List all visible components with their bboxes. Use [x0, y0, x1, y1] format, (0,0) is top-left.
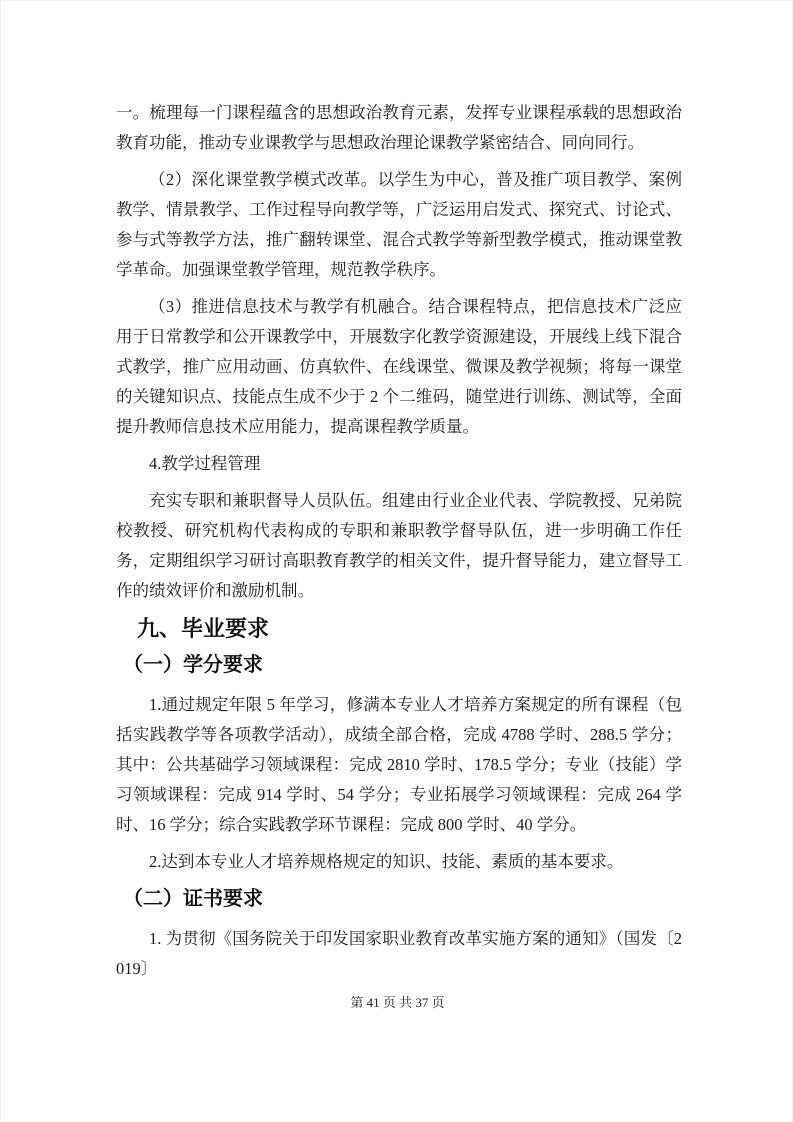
paragraph-2-classroom-teaching-reform: （2）深化课堂教学模式改革。以学生为中心，普及推广项目教学、案例教学、情景教学、工作过程导向教学等，广泛运用启发式、探究式、讨论式、参与式等教学方法，推广翻转课堂、混合式教学等新型教学模式，推动课堂教学革命。加强课堂教学管理，规范教学秩序。 [116, 170, 682, 279]
paragraph-continuation-ideological-education: 一。梳理每一门课程蕴含的思想政治教育元素，发挥专业课程承载的思想政治教育功能，推动专业课教学与思想政治理论课教学紧密结合、同向同行。 [116, 103, 682, 152]
section-heading-9-graduation-requirements: 九、毕业要求 [137, 616, 270, 641]
subsection-heading-1-credit-requirements: （一）学分要求 [123, 654, 263, 676]
document-body [116, 98, 682, 991]
paragraph-1-certificate-policy: 1. 为贯彻《国务院关于印发国家职业教育改革实施方案的通知》（国发〔2019〕 [116, 929, 682, 978]
paragraph-2-basic-quality-requirements: 2.达到本专业人才培养规格规定的知识、技能、素质的基本要求。 [149, 852, 624, 871]
subsection-heading-2-certificate-requirements: （二）证书要求 [123, 888, 263, 910]
item-4-teaching-process-management: 4.教学过程管理 [149, 454, 261, 473]
paragraph-supervision-team: 充实专职和兼职督导人员队伍。组建由行业企业代表、学院教授、兄弟院校教授、研究机构代表构成的专职和兼职教学督导队伍，进一步明确工作任务，定期组织学习研讨高职教育教学的相关文件，提升督导能力，建立督导工作的绩效评价和激励机制。 [116, 491, 682, 600]
paragraph-3-it-teaching-integration: （3）推进信息技术与教学有机融合。结合课程特点，把信息技术广泛应用于日常教学和公开课教学中，开展数字化教学资源建设，开展线上线下混合式教学，推广应用动画、仿真软件、在线课堂、微课及教学视频；将每一课堂的关键知识点、技能点生成不少于 2 个二维码，随堂进行训练、测试等，全面提升教师信息技术应用能力，提高课程教学质量。 [116, 297, 682, 436]
page-number-footer: 第 41 页 共 37 页 [350, 995, 445, 1010]
paragraph-1-credit-details: 1.通过规定年限 5 年学习，修满本专业人才培养方案规定的所有课程（包括实践教学等各项教学活动），成绩全部合格，完成 4788 学时、288.5 学分；其中：公共基础学习领域课程：完成 2810 学时、178.5 学分；专业（技能）学习领域课程：完成 914 学时、54 学分；专业拓展学习领域课程：完成 264 学时、16 学分；综合实践教学环节课程：完成 800 学时、40 学分。 [116, 695, 682, 834]
